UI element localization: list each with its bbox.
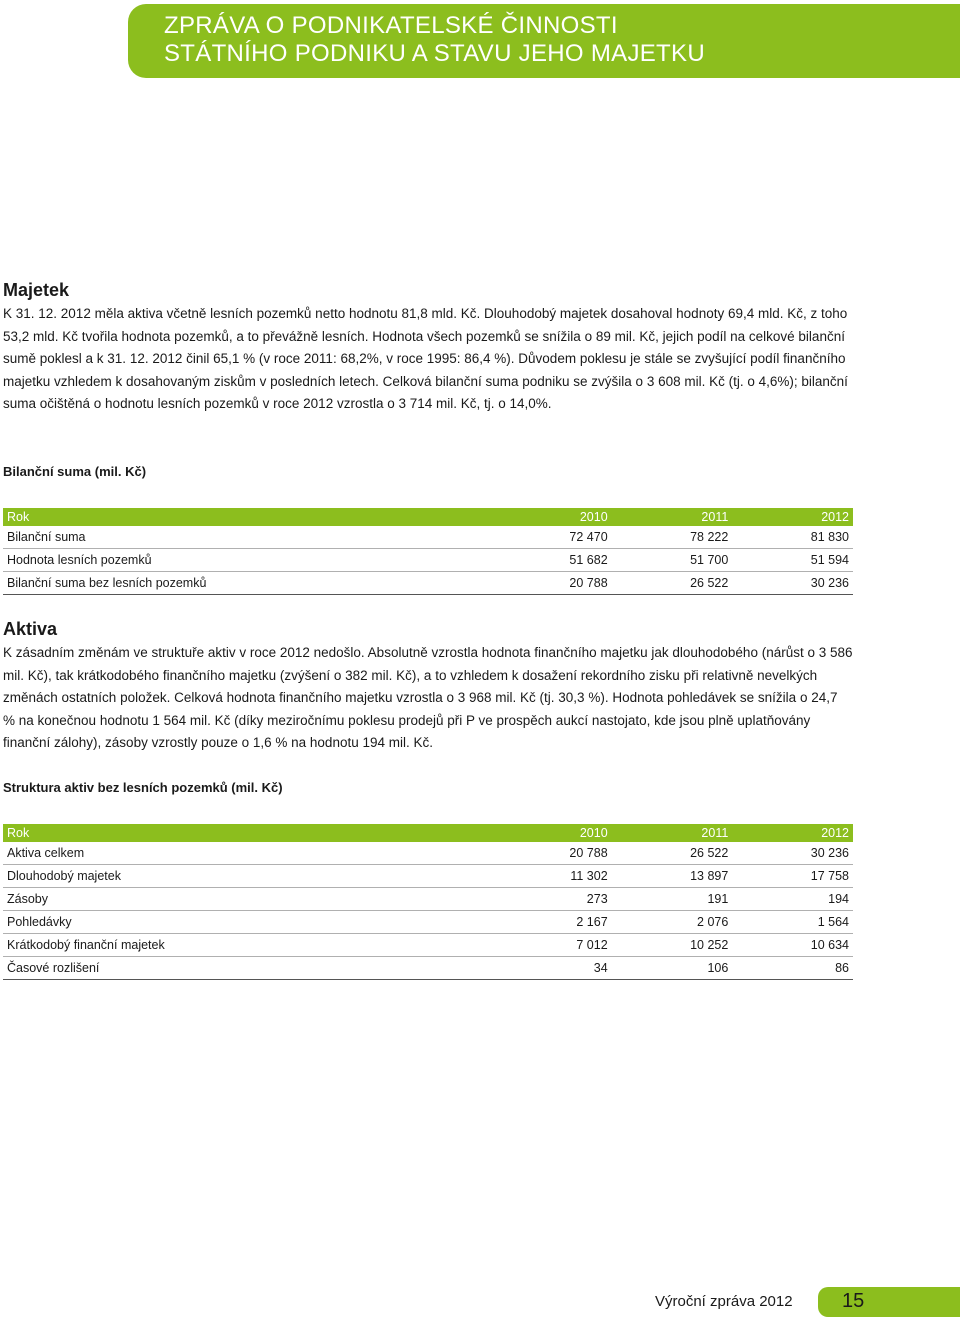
column-header: Rok xyxy=(3,508,491,526)
table-row xyxy=(3,572,853,595)
aktiva-paragraph: K zásadním změnám ve struktuře aktiv v roce 2012 nedošlo. Absolutně vzrostla hodnota finančního majetku jak dlouhodobého (nárůst o 3 586 mil. Kč), tak krátkodobého finančního majetku (zvýšení o 382 mil. Kč), a to vzhledem k dosažení rekordního zisku při relativně nevelkých změnách ostatních položek. Celková hodnota finančního majetku vzrostla o 3 968 mil. Kč (tj. 30,3 %). Hodnota pohledávek se snížila o 24,7 % na konečnou hodnotu 1 564 mil. Kč (díky meziročnímu poklesu prodejů při P ve prospěch aukcí nastojato, kde jsou plně uplatňovány finanční zálohy), zásoby vzrostly pouze o 1,6 % na hodnotu 194 mil. Kč. xyxy=(3,645,853,751)
table-row xyxy=(3,888,853,911)
table-cell: Dlouhodobý majetek xyxy=(3,865,491,888)
table-row xyxy=(3,842,853,865)
table-row xyxy=(3,526,853,549)
column-header: 2012 xyxy=(732,824,853,842)
table-row xyxy=(3,957,853,980)
table-cell: Aktiva celkem xyxy=(3,842,491,865)
table-cell: 10 252 xyxy=(612,934,733,957)
table-cell: 17 758 xyxy=(732,865,853,888)
table-cell: 191 xyxy=(612,888,733,911)
table-cell: 273 xyxy=(491,888,612,911)
table-cell: 1 564 xyxy=(732,911,853,934)
table-cell: 86 xyxy=(732,957,853,980)
table-cell: 11 302 xyxy=(491,865,612,888)
table-cell: Bilanční suma bez lesních pozemků xyxy=(3,572,491,595)
table-cell: Zásoby xyxy=(3,888,491,911)
table-cell: 72 470 xyxy=(491,526,612,549)
header-title-line-1: ZPRÁVA O PODNIKATELSKÉ ČINNOSTI xyxy=(164,12,618,39)
table-cell: 30 236 xyxy=(732,572,853,595)
table-row xyxy=(3,911,853,934)
column-header: 2011 xyxy=(612,508,733,526)
column-header: 2011 xyxy=(612,824,733,842)
table-cell: 194 xyxy=(732,888,853,911)
table-cell: 34 xyxy=(491,957,612,980)
page-number: 15 xyxy=(842,1290,865,1312)
table2-caption: Struktura aktiv bez lesních pozemků (mil. Kč) xyxy=(3,780,283,795)
table-header-row xyxy=(3,508,853,526)
majetek-heading: Majetek xyxy=(3,280,70,300)
table-cell: 81 830 xyxy=(732,526,853,549)
table-cell: 20 788 xyxy=(491,842,612,865)
table-cell: 51 594 xyxy=(732,549,853,572)
balance-sum-table xyxy=(3,508,853,595)
table-cell: 7 012 xyxy=(491,934,612,957)
table-cell: Časové rozlišení xyxy=(3,957,491,980)
page-number-badge xyxy=(818,1287,960,1317)
majetek-paragraph: K 31. 12. 2012 měla aktiva včetně lesních pozemků netto hodnotu 81,8 mld. Kč. Dlouhodobý majetek dosahoval hodnoty 69,4 mld. Kč, z toho 53,2 mld. Kč tvořila hodnota pozemků, a to převážně lesních. Hodnota všech pozemků se snížila o 89 mil. Kč, jejich podíl na celkové bilanční sumě poklesl a k 31. 12. 2012 činil 65,1 % (v roce 2011: 68,2%, v roce 1995: 86,4 %). Důvodem poklesu je stále se zvyšující podíl finančního majetku vzhledem k dosahovaným ziskům v posledních letech. Celková bilanční suma podniku se zvýšila o 3 608 mil. Kč (tj. o 4,6%); bilanční suma očištěná o hodnotu lesních pozemků v roce 2012 vzrostla o 3 714 mil. Kč, tj. o 14,0%. xyxy=(3,306,848,412)
table-cell: 10 634 xyxy=(732,934,853,957)
table-row xyxy=(3,549,853,572)
assets-structure-table xyxy=(3,824,853,980)
table-cell: 20 788 xyxy=(491,572,612,595)
table-cell: Bilanční suma xyxy=(3,526,491,549)
column-header: 2010 xyxy=(491,824,612,842)
aktiva-heading: Aktiva xyxy=(3,619,58,639)
table-cell: 26 522 xyxy=(612,842,733,865)
table-cell: Krátkodobý finanční majetek xyxy=(3,934,491,957)
table-row xyxy=(3,865,853,888)
table-cell: 51 682 xyxy=(491,549,612,572)
table-cell: 30 236 xyxy=(732,842,853,865)
table-header-row xyxy=(3,824,853,842)
table-cell: 78 222 xyxy=(612,526,733,549)
table-cell: 51 700 xyxy=(612,549,733,572)
table-cell: 2 167 xyxy=(491,911,612,934)
column-header: 2010 xyxy=(491,508,612,526)
table-cell: Hodnota lesních pozemků xyxy=(3,549,491,572)
table-cell: 26 522 xyxy=(612,572,733,595)
footer-report-title: Výroční zpráva 2012 xyxy=(655,1293,793,1310)
column-header: 2012 xyxy=(732,508,853,526)
header-title-line-2: STÁTNÍHO PODNIKU A STAVU JEHO MAJETKU xyxy=(164,40,705,67)
table-cell: 2 076 xyxy=(612,911,733,934)
table-cell: 106 xyxy=(612,957,733,980)
table1-caption: Bilanční suma (mil. Kč) xyxy=(3,464,147,479)
table-cell: 13 897 xyxy=(612,865,733,888)
column-header: Rok xyxy=(3,824,491,842)
table-row xyxy=(3,934,853,957)
table-cell: Pohledávky xyxy=(3,911,491,934)
